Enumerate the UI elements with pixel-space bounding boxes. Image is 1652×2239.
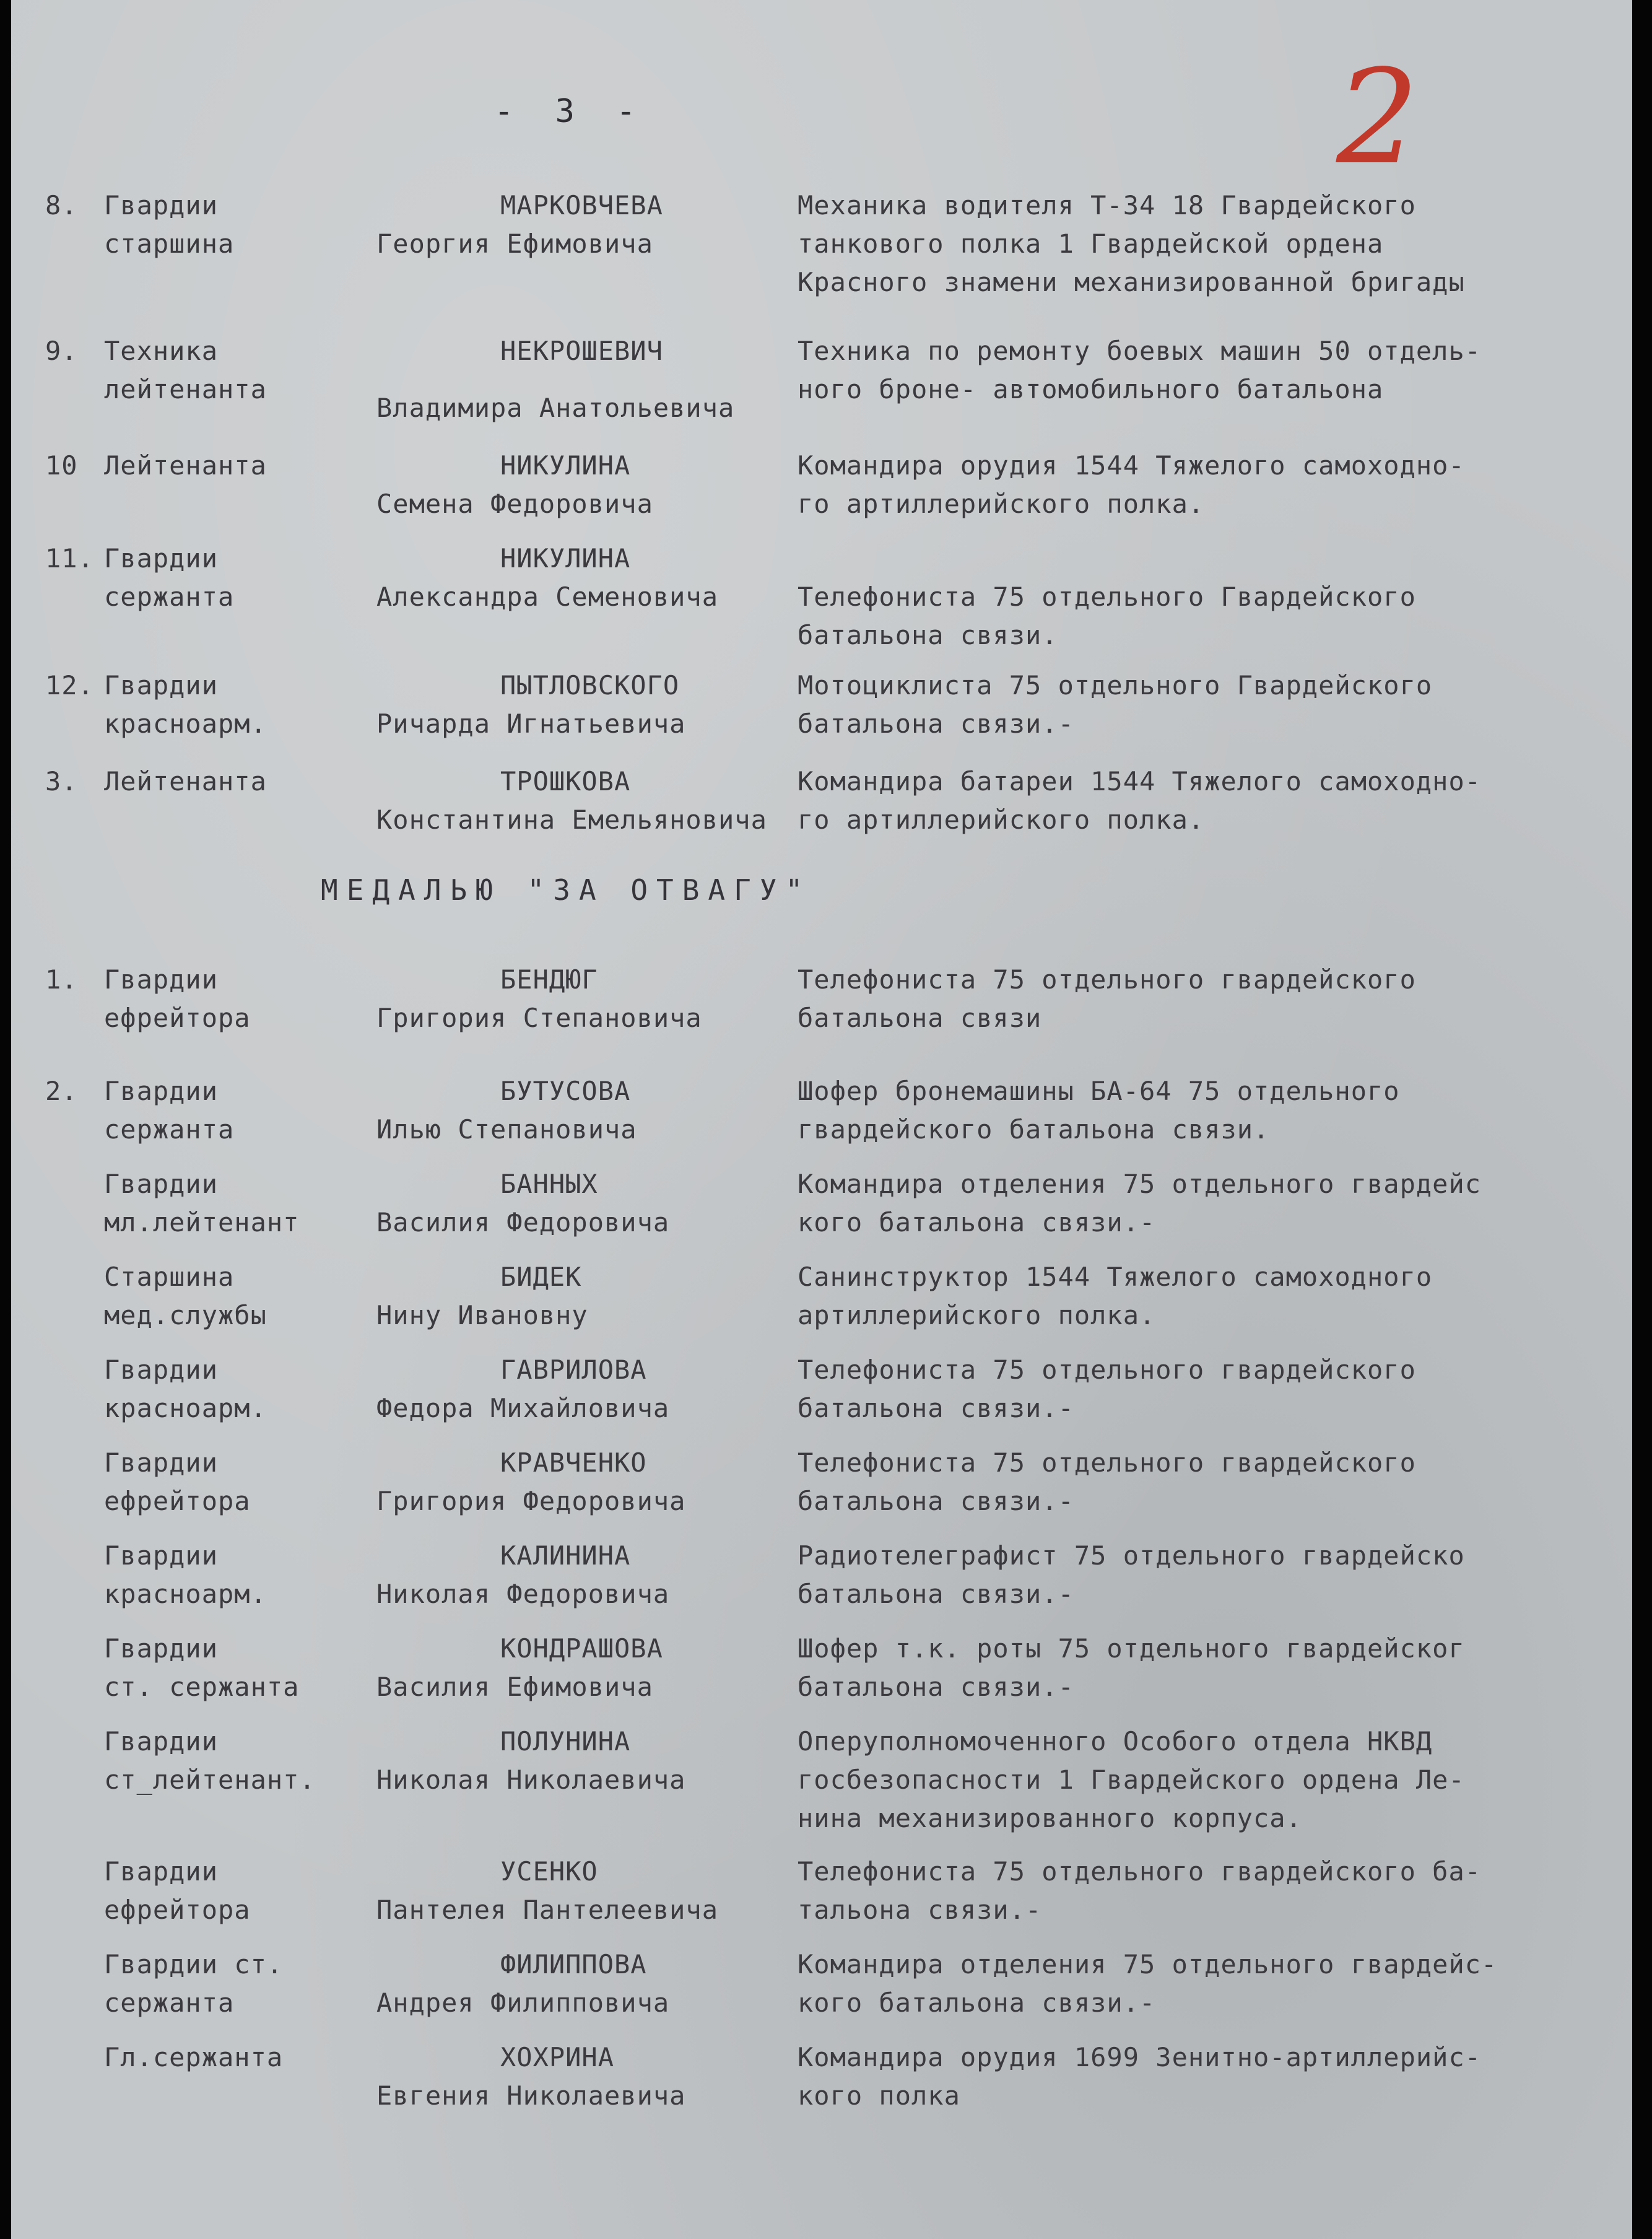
entry-given-names: Андрея Филипповича: [376, 1988, 670, 2018]
entry-surname: БИДЕК: [500, 1262, 582, 1292]
entry-rank: ефрейтора: [104, 1895, 251, 1925]
entry-rank: мл.лейтенант: [104, 1207, 300, 1237]
entry-rank: красноарм.: [104, 1393, 267, 1423]
entry-rank: Гвардии: [104, 1447, 219, 1478]
entry-description: го артиллерийского полка.: [798, 805, 1205, 835]
entry-given-names: Григория Степановича: [376, 1003, 702, 1033]
entry-description: батальона связи.-: [798, 709, 1074, 739]
entry-given-names: Георгия Ефимовича: [376, 229, 653, 259]
entry-description: го артиллерийского полка.: [798, 489, 1205, 519]
entry-description: гвардейского батальона связи.: [798, 1114, 1270, 1145]
entry-description: Санинструктор 1544 Тяжелого самоходного: [798, 1262, 1433, 1292]
order-entry: [11, 186, 1632, 297]
entry-surname: НЕКРОШЕВИЧ: [500, 336, 663, 366]
entry-given-names: Константина Емельяновича: [376, 805, 767, 835]
entry-description: Командира отделения 75 отдельного гвардейс: [798, 1169, 1482, 1199]
entry-given-names: Василия Федоровича: [376, 1207, 670, 1237]
entry-given-names: Семена Федоровича: [376, 489, 653, 519]
entry-description: госбезопасности 1 Гвардейского ордена Ле-: [798, 1765, 1465, 1795]
entry-given-names: Николая Федоровича: [376, 1579, 670, 1609]
entry-rank: ст. сержанта: [104, 1672, 300, 1702]
medal-section-heading: МЕДАЛЬЮ "ЗА ОТВАГУ": [321, 873, 812, 907]
folio-mark: 2: [1336, 41, 1419, 193]
entry-description: Командира батареи 1544 Тяжелого самоходно-: [798, 766, 1482, 797]
entry-rank: ефрейтора: [104, 1486, 251, 1516]
entry-surname: НИКУЛИНА: [500, 450, 631, 481]
entry-number: 2.: [45, 1076, 78, 1106]
entry-description: Техника по ремонту боевых машин 50 отдель-: [798, 336, 1482, 366]
entry-description: батальона связи.: [798, 620, 1058, 650]
entry-rank: Техника: [104, 336, 219, 366]
entry-rank: сержанта: [104, 1114, 235, 1145]
entry-surname: ХОХРИНА: [500, 2042, 615, 2072]
order-entry: [11, 331, 1632, 424]
entry-number: 9.: [45, 336, 78, 366]
entry-rank: Лейтенанта: [104, 450, 267, 481]
entry-number: 12.: [45, 670, 94, 701]
entry-rank: ефрейтора: [104, 1003, 251, 1033]
entry-surname: ПЫТЛОВСКОГО: [500, 670, 680, 701]
medal-entry: [11, 1443, 1632, 1536]
entry-description: ного броне- автомобильного батальона: [798, 374, 1384, 404]
entry-surname: БУТУСОВА: [500, 1076, 631, 1106]
entry-given-names: Николая Николаевича: [376, 1765, 686, 1795]
entry-rank: Гвардии: [104, 1540, 219, 1571]
entry-rank: Гвардии: [104, 964, 219, 995]
entry-given-names: Василия Ефимовича: [376, 1672, 653, 1702]
entry-surname: ФИЛИППОВА: [500, 1949, 647, 1979]
medal-entry: [11, 1257, 1632, 1350]
entry-description: батальона связи.-: [798, 1393, 1074, 1423]
page-number: - 3 -: [494, 93, 647, 130]
medal-entry: [11, 1945, 1632, 2038]
medal-entry: [11, 1350, 1632, 1443]
entry-surname: КОНДРАШОВА: [500, 1633, 663, 1664]
entry-rank: Гвардии: [104, 543, 219, 574]
entry-surname: МАРКОВЧЕВА: [500, 190, 663, 220]
entry-given-names: Владимира Анатольевича: [376, 393, 735, 423]
medal-entry: [11, 1722, 1632, 1833]
entry-description: Механика водителя Т-34 18 Гвардейского: [798, 190, 1416, 220]
entry-description: Командира орудия 1544 Тяжелого самоходно-: [798, 450, 1465, 481]
entry-surname: КАЛИНИНА: [500, 1540, 631, 1571]
entry-rank: Гвардии: [104, 1169, 219, 1199]
entry-rank: Старшина: [104, 1262, 235, 1292]
entry-number: 10: [45, 450, 78, 481]
entry-rank: Гвардии ст.: [104, 1949, 284, 1979]
order-entry: [11, 666, 1632, 759]
entry-description: кого батальона связи.-: [798, 1207, 1156, 1237]
entry-description: нина механизированного корпуса.: [798, 1803, 1302, 1833]
entry-description: батальона связи: [798, 1003, 1042, 1033]
entry-rank: Гвардии: [104, 1355, 219, 1385]
entry-rank: Гвардии: [104, 1633, 219, 1664]
entry-rank: лейтенанта: [104, 374, 267, 404]
entry-given-names: Александра Семеновича: [376, 582, 719, 612]
entry-description: Мотоциклиста 75 отдельного Гвардейского: [798, 670, 1433, 701]
entry-description: батальона связи.-: [798, 1579, 1074, 1609]
entry-given-names: Нину Ивановну: [376, 1300, 588, 1330]
entry-number: 3.: [45, 766, 78, 797]
entry-description: Радиотелеграфист 75 отдельного гвардейско: [798, 1540, 1465, 1571]
entry-rank: красноарм.: [104, 709, 267, 739]
entry-rank: Лейтенанта: [104, 766, 267, 797]
entry-number: 8.: [45, 190, 78, 220]
entry-rank: сержанта: [104, 582, 235, 612]
entry-given-names: Федора Михайловича: [376, 1393, 670, 1423]
entry-given-names: Евгения Николаевича: [376, 2080, 686, 2111]
medal-entry: [11, 1536, 1632, 1629]
entry-given-names: Ричарда Игнатьевича: [376, 709, 686, 739]
document-page: [11, 0, 1632, 2239]
entry-rank: Гвардии: [104, 1076, 219, 1106]
entry-description: кого батальона связи.-: [798, 1988, 1156, 2018]
entry-rank: Гвардии: [104, 670, 219, 701]
entry-description: батальона связи.-: [798, 1672, 1074, 1702]
order-entry: [11, 539, 1632, 650]
entry-rank: Гвардии: [104, 1856, 219, 1887]
entry-rank: Гвардии: [104, 190, 219, 220]
entry-given-names: Пантелея Пантелеевича: [376, 1895, 719, 1925]
entry-rank: красноарм.: [104, 1579, 267, 1609]
entry-description: Шофер т.к. роты 75 отдельного гвардейског: [798, 1633, 1465, 1664]
medal-entry: [11, 1629, 1632, 1722]
medal-entry: [11, 2038, 1632, 2131]
entry-rank: Гл.сержанта: [104, 2042, 284, 2072]
entry-description: Командира отделения 75 отдельного гвардейс-: [798, 1949, 1498, 1979]
entry-description: Телефониста 75 отдельного гвардейского: [798, 964, 1416, 995]
entry-description: Командира орудия 1699 Зенитно-артиллерийс-: [798, 2042, 1482, 2072]
entry-surname: НИКУЛИНА: [500, 543, 631, 574]
entry-number: 11.: [45, 543, 94, 574]
entry-description: Телефониста 75 отдельного гвардейского: [798, 1447, 1416, 1478]
entry-description: Оперуполномоченного Особого отдела НКВД: [798, 1726, 1433, 1757]
entry-surname: КРАВЧЕНКО: [500, 1447, 647, 1478]
entry-description: Телефониста 75 отдельного Гвардейского: [798, 582, 1416, 612]
entry-rank: мед.службы: [104, 1300, 267, 1330]
entry-description: Шофер бронемашины БА-64 75 отдельного: [798, 1076, 1400, 1106]
entry-surname: БАННЫХ: [500, 1169, 598, 1199]
entry-given-names: Илью Степановича: [376, 1114, 637, 1145]
entry-given-names: Григория Федоровича: [376, 1486, 686, 1516]
entry-surname: БЕНДЮГ: [500, 964, 598, 995]
entry-rank: сержанта: [104, 1988, 235, 2018]
medal-entry: [11, 1071, 1632, 1164]
entry-rank: ст_лейтенант.: [104, 1765, 316, 1795]
entry-description: Телефониста 75 отдельного гвардейского ба-: [798, 1856, 1482, 1887]
entry-rank: Гвардии: [104, 1726, 219, 1757]
entry-description: кого полка: [798, 2080, 960, 2111]
entry-description: Красного знамени механизированной бригады: [798, 267, 1465, 297]
entry-description: батальона связи.-: [798, 1486, 1074, 1516]
medal-entry: [11, 1852, 1632, 1945]
medal-entry: [11, 960, 1632, 1053]
entry-surname: ТРОШКОВА: [500, 766, 631, 797]
entry-description: танкового полка 1 Гвардейской ордена: [798, 229, 1384, 259]
entry-number: 1.: [45, 964, 78, 995]
entry-rank: старшина: [104, 229, 235, 259]
order-entry: [11, 446, 1632, 539]
entry-description: артиллерийского полка.: [798, 1300, 1156, 1330]
medal-entry: [11, 1164, 1632, 1257]
entry-description: тальона связи.-: [798, 1895, 1042, 1925]
entry-description: Телефониста 75 отдельного гвардейского: [798, 1355, 1416, 1385]
entry-surname: ПОЛУНИНА: [500, 1726, 631, 1757]
entry-surname: УСЕНКО: [500, 1856, 598, 1887]
entry-surname: ГАВРИЛОВА: [500, 1355, 647, 1385]
order-entry: [11, 762, 1632, 855]
